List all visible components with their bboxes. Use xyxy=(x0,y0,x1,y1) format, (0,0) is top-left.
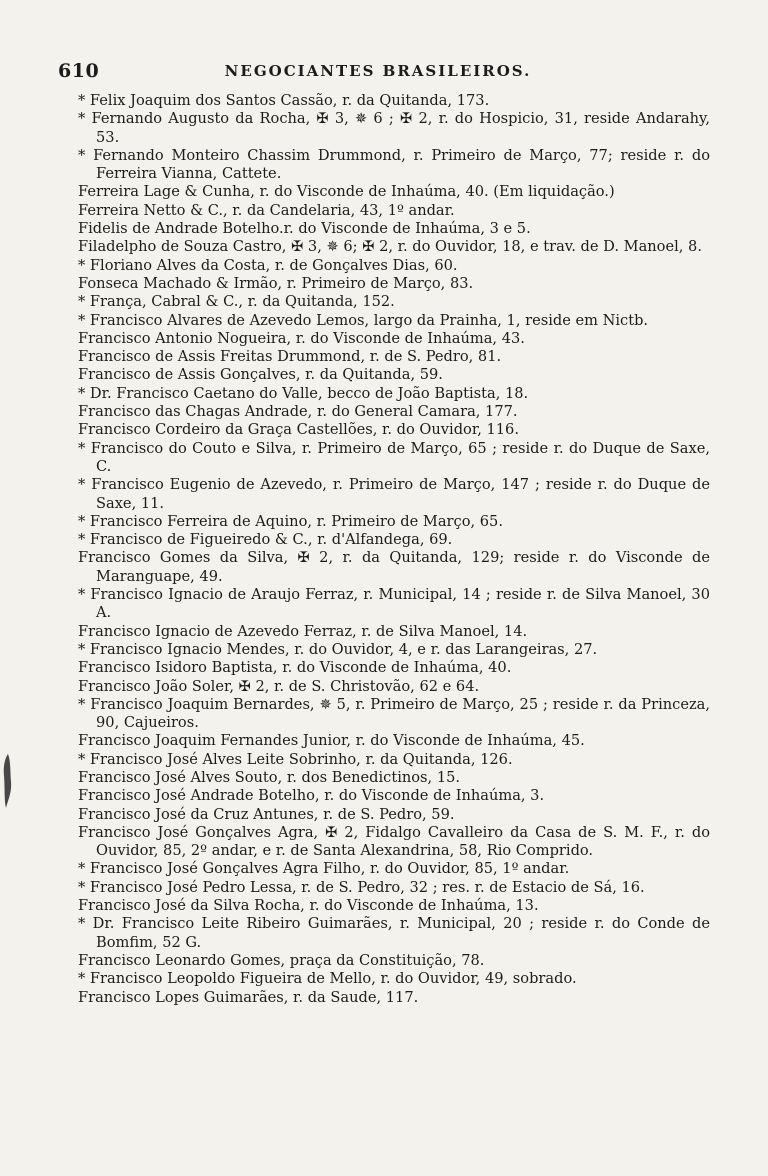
directory-entry: Francisco Ignacio de Azevedo Ferraz, r. de Silva Manoel, 14. xyxy=(78,622,528,640)
directory-entry: * Francisco José Pedro Lessa, r. de S. Pedro, 32 ; res. r. de Estacio de Sá, 16. xyxy=(78,878,645,896)
directory-entry: * Dr. Francisco Caetano do Valle, becco de João Baptista, 18. xyxy=(78,384,529,402)
directory-entry: Francisco Leonardo Gomes, praça da Constituição, 78. xyxy=(78,951,485,969)
directory-entry: Fidelis de Andrade Botelho.r. do Visconde de Inhaúma, 3 e 5. xyxy=(78,220,531,238)
directory-entry: * Francisco Ferreira de Aquino, r. Primeiro de Março, 65. xyxy=(78,512,503,530)
directory-entry: * Dr. Francisco Leite Ribeiro Guimarães, r. Municipal, 20 ; reside r. do Conde de Bomfim, 52 G. xyxy=(78,915,710,951)
directory-entry: * Francisco José Alves Leite Sobrinho, r. da Quitanda, 126. xyxy=(78,750,513,768)
directory-entry: Francisco de Assis Freitas Drummond, r. de S. Pedro, 81. xyxy=(78,348,502,366)
directory-entry: Francisco Isidoro Baptista, r. do Visconde de Inhaúma, 40. xyxy=(78,659,512,677)
directory-entries xyxy=(78,92,710,1007)
directory-entry: Francisco José Alves Souto, r. dos Benedictinos, 15. xyxy=(78,768,461,786)
directory-entry: Fonseca Machado & Irmão, r. Primeiro de Março, 83. xyxy=(78,274,474,292)
directory-entry: * Francisco de Figueiredo & C., r. d'Alfandega, 69. xyxy=(78,531,453,549)
directory-entry: Francisco José Andrade Botelho, r. do Visconde de Inhaúma, 3. xyxy=(78,787,545,805)
directory-entry: * Francisco Leopoldo Figueira de Mello, r. do Ouvidor, 49, sobrado. xyxy=(78,970,577,988)
directory-entry: * Francisco Alvares de Azevedo Lemos, largo da Prainha, 1, reside em Nictb. xyxy=(78,311,649,329)
directory-entry: * Francisco Ignacio de Araujo Ferraz, r. Municipal, 14 ; reside r. de Silva Manoel, 30 A. xyxy=(78,586,710,622)
directory-entry: Francisco Lopes Guimarães, r. da Saude, 117. xyxy=(78,988,419,1006)
directory-entry: Francisco Joaquim Fernandes Junior, r. do Visconde de Inhaúma, 45. xyxy=(78,732,585,750)
directory-entry: Filadelpho de Souza Castro, ✠ 3, ✵ 6; ✠ 2, r. do Ouvidor, 18, e trav. de D. Manoel, 8. xyxy=(78,238,702,256)
directory-entry: Francisco José Gonçalves Agra, ✠ 2, Fidalgo Cavalleiro da Casa de S. M. F., r. do Ouvidor, 85, 2º andar, e r. de Santa Alexandrina, 58, Rio Comprido. xyxy=(78,823,710,860)
directory-entry: * Francisco do Couto e Silva, r. Primeiro de Março, 65 ; reside r. do Duque de Saxe, C. xyxy=(78,439,710,475)
directory-entry: * Felix Joaquim dos Santos Cassão, r. da Quitanda, 173. xyxy=(78,92,490,109)
directory-entry: * Francisco José Gonçalves Agra Filho, r. do Ouvidor, 85, 1º andar. xyxy=(78,860,570,878)
directory-entry: Francisco Antonio Nogueira, r. do Visconde de Inhaúma, 43. xyxy=(78,329,525,347)
directory-entry: * Floriano Alves da Costa, r. de Gonçalves Dias, 60. xyxy=(78,256,458,274)
directory-entry: Francisco José da Silva Rocha, r. do Visconde de Inhaúma, 13. xyxy=(78,897,539,915)
directory-entry: * Francisco Eugenio de Azevedo, r. Primeiro de Março, 147 ; reside r. do Duque de Saxe, 11. xyxy=(78,476,710,512)
margin-ink-mark xyxy=(2,752,16,810)
page-header xyxy=(58,60,698,86)
directory-entry: * França, Cabral & C., r. da Quitanda, 152. xyxy=(78,293,395,311)
directory-entry: Ferreira Lage & Cunha, r. do Visconde de Inhaúma, 40. (Em liquidação.) xyxy=(78,183,615,201)
directory-entry: * Francisco Ignacio Mendes, r. do Ouvidor, 4, e r. das Larangeiras, 27. xyxy=(78,640,598,658)
running-title: NEGOCIANTES BRASILEIROS. xyxy=(224,62,532,80)
page-number: 610 xyxy=(58,60,100,82)
directory-entry: Francisco das Chagas Andrade, r. do General Camara, 177. xyxy=(78,403,518,421)
directory-entry: Francisco Gomes da Silva, ✠ 2, r. da Quitanda, 129; reside r. do Visconde de Maranguape, 49. xyxy=(78,549,710,585)
directory-entry: Francisco de Assis Gonçalves, r. da Quitanda, 59. xyxy=(78,366,443,384)
directory-entry: * Fernando Monteiro Chassim Drummond, r. Primeiro de Março, 77; reside r. do Ferreira Vianna, Cattete. xyxy=(78,146,710,183)
directory-entry: Francisco José da Cruz Antunes, r. de S. Pedro, 59. xyxy=(78,805,455,823)
directory-entry: * Fernando Augusto da Rocha, ✠ 3, ✵ 6 ; ✠ 2, r. do Hospicio, 31, reside Andarahy, 53. xyxy=(78,110,710,146)
directory-entry: Ferreira Netto & C., r. da Candelaria, 43, 1º andar. xyxy=(78,201,455,219)
directory-entry: Francisco Cordeiro da Graça Castellões, r. do Ouvidor, 116. xyxy=(78,421,519,439)
directory-entry: Francisco João Soler, ✠ 2, r. de S. Christovão, 62 e 64. xyxy=(78,677,480,695)
directory-entry: * Francisco Joaquim Bernardes, ✵ 5, r. Primeiro de Março, 25 ; reside r. da Princeza, 90, Cajueiros. xyxy=(78,695,710,732)
